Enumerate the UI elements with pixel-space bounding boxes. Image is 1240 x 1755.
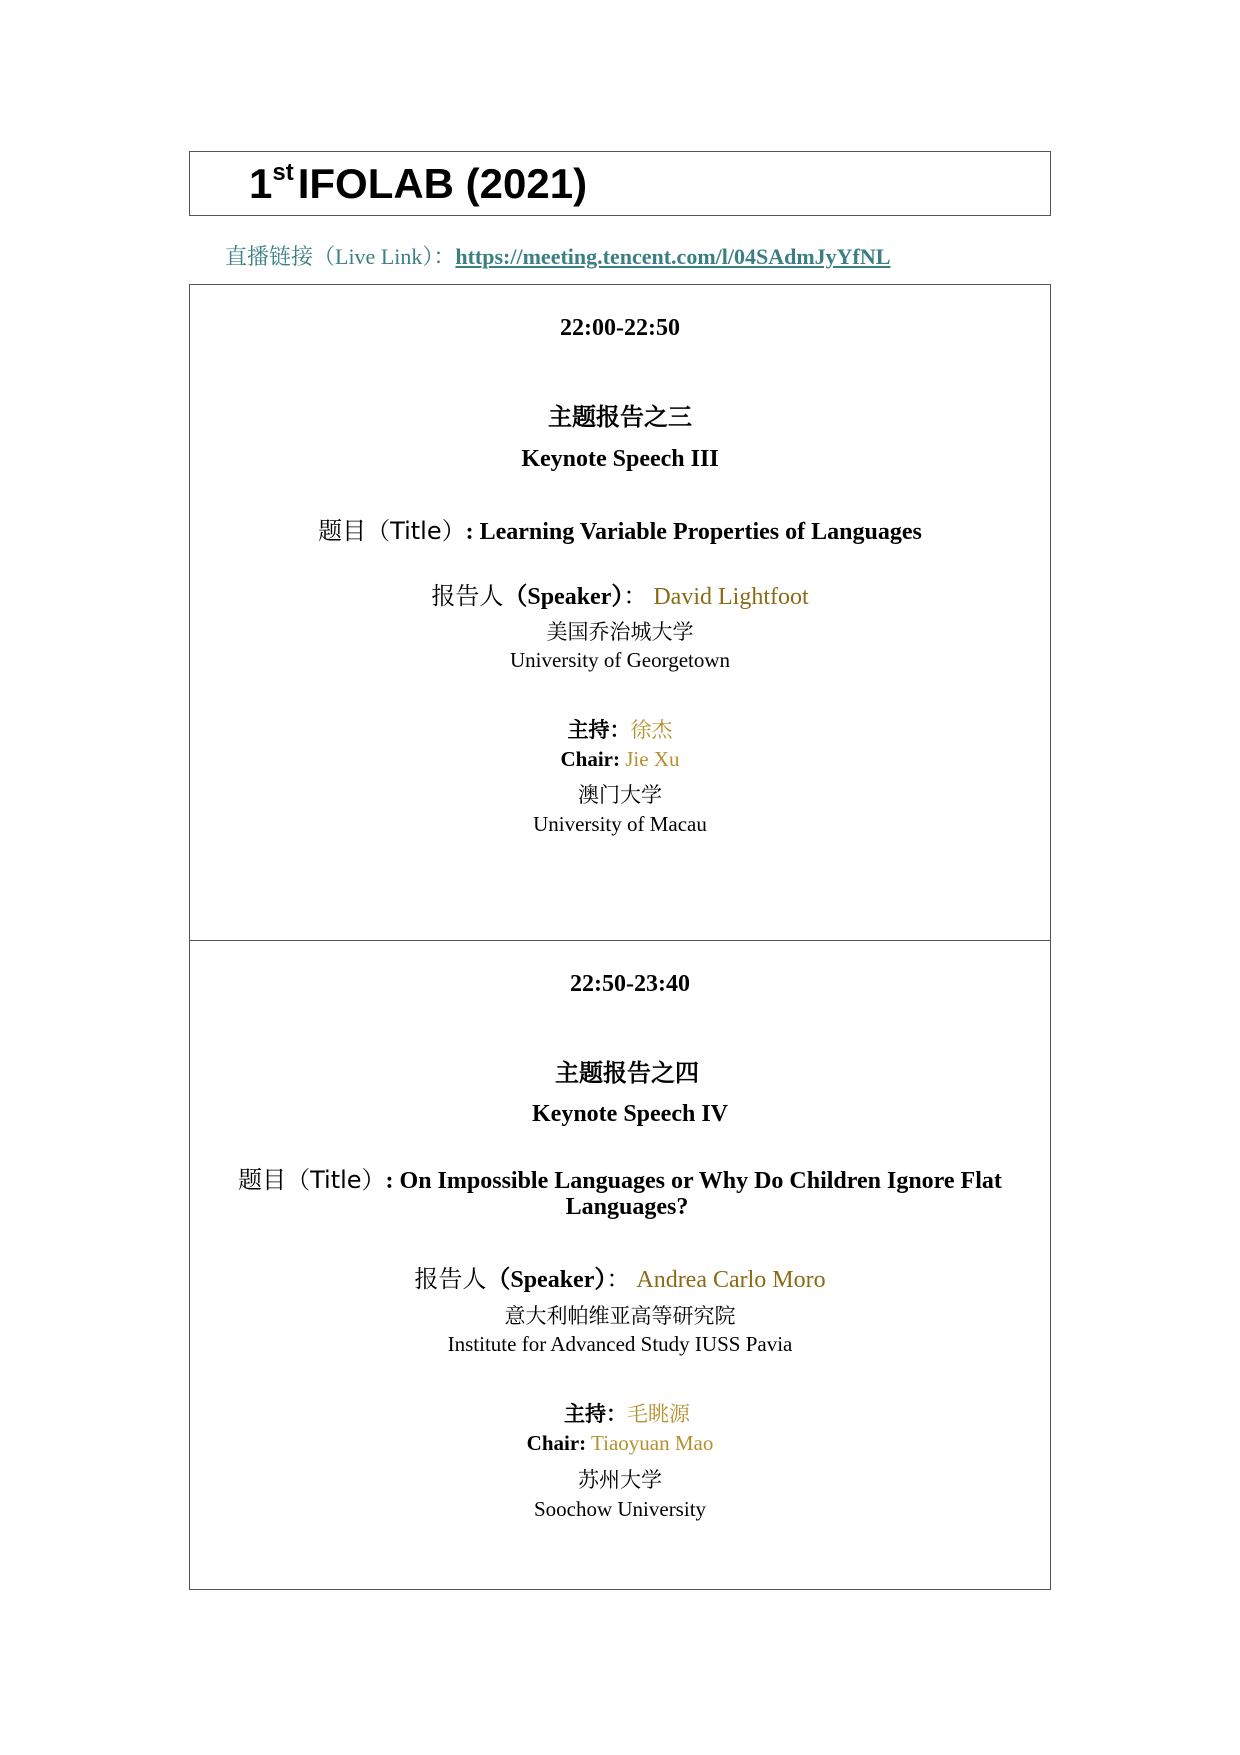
session-heading-en: Keynote Speech IV <box>532 1101 728 1127</box>
live-link-url[interactable]: https://meeting.tencent.com/l/04SAdmJyYfNL <box>455 244 891 269</box>
chair-line-en: Chair: Tiaoyuan Mao <box>526 1431 714 1455</box>
speaker-name: Andrea Carlo Moro <box>636 1267 826 1293</box>
live-link-line <box>225 240 890 271</box>
speaker-line: 报告人（Speaker）： David Lightfoot <box>431 582 809 610</box>
chair-name-en: Tiaoyuan Mao <box>591 1431 714 1455</box>
topic-title-line-2: Languages? <box>565 1194 689 1220</box>
chair-affiliation-en: Soochow University <box>533 1497 707 1521</box>
session-topic <box>190 511 1050 546</box>
chair-name-cn: 徐杰 <box>630 718 673 742</box>
topic-title-line-1: : On Impossible Languages or Why Do Children Ignore Flat <box>385 1168 1002 1194</box>
chair-affiliation-en: University of Macau <box>533 812 707 836</box>
session-heading-cn: 主题报告之四 <box>555 1059 699 1087</box>
chair-affiliation-cn: 苏州大学 <box>578 1468 662 1492</box>
speaker-affiliation-cn: 意大利帕维亚高等研究院 <box>504 1304 736 1328</box>
live-link-label: 直播链接（Live Link）： <box>225 244 456 269</box>
speaker-line: 报告人（Speaker）： Andrea Carlo Moro <box>414 1265 826 1293</box>
page-title: 1stIFOLAB (2021) <box>249 159 588 207</box>
session-time: 22:00-22:50 <box>560 315 680 341</box>
chair-line-cn: 主持：徐杰 <box>567 718 673 742</box>
chair-name-en: Jie Xu <box>625 747 680 771</box>
topic-title: : Learning Variable Properties of Languages <box>465 519 922 545</box>
title-box <box>189 151 1051 216</box>
speaker-name: David Lightfoot <box>653 584 809 610</box>
session-heading-cn: 主题报告之三 <box>548 403 692 431</box>
session-heading-en: Keynote Speech III <box>521 446 719 472</box>
session-keynote-4 <box>189 940 1051 1590</box>
speaker-affiliation-en: University of Georgetown <box>509 648 731 672</box>
chair-line-cn: 主持：毛眺源 <box>564 1402 690 1426</box>
speaker-affiliation-cn: 美国乔治城大学 <box>546 620 694 644</box>
topic-prefix: 题目（Title） <box>318 517 466 545</box>
chair-affiliation-cn: 澳门大学 <box>578 783 662 807</box>
topic-prefix: 题目（Title） <box>238 1166 386 1194</box>
session-time: 22:50-23:40 <box>570 971 690 997</box>
speaker-affiliation-en: Institute for Advanced Study IUSS Pavia <box>447 1332 793 1356</box>
chair-line-en: Chair: Jie Xu <box>560 747 680 771</box>
chair-name-cn: 毛眺源 <box>627 1402 690 1426</box>
session-keynote-3 <box>189 284 1051 941</box>
session-topic <box>190 1160 1050 1195</box>
